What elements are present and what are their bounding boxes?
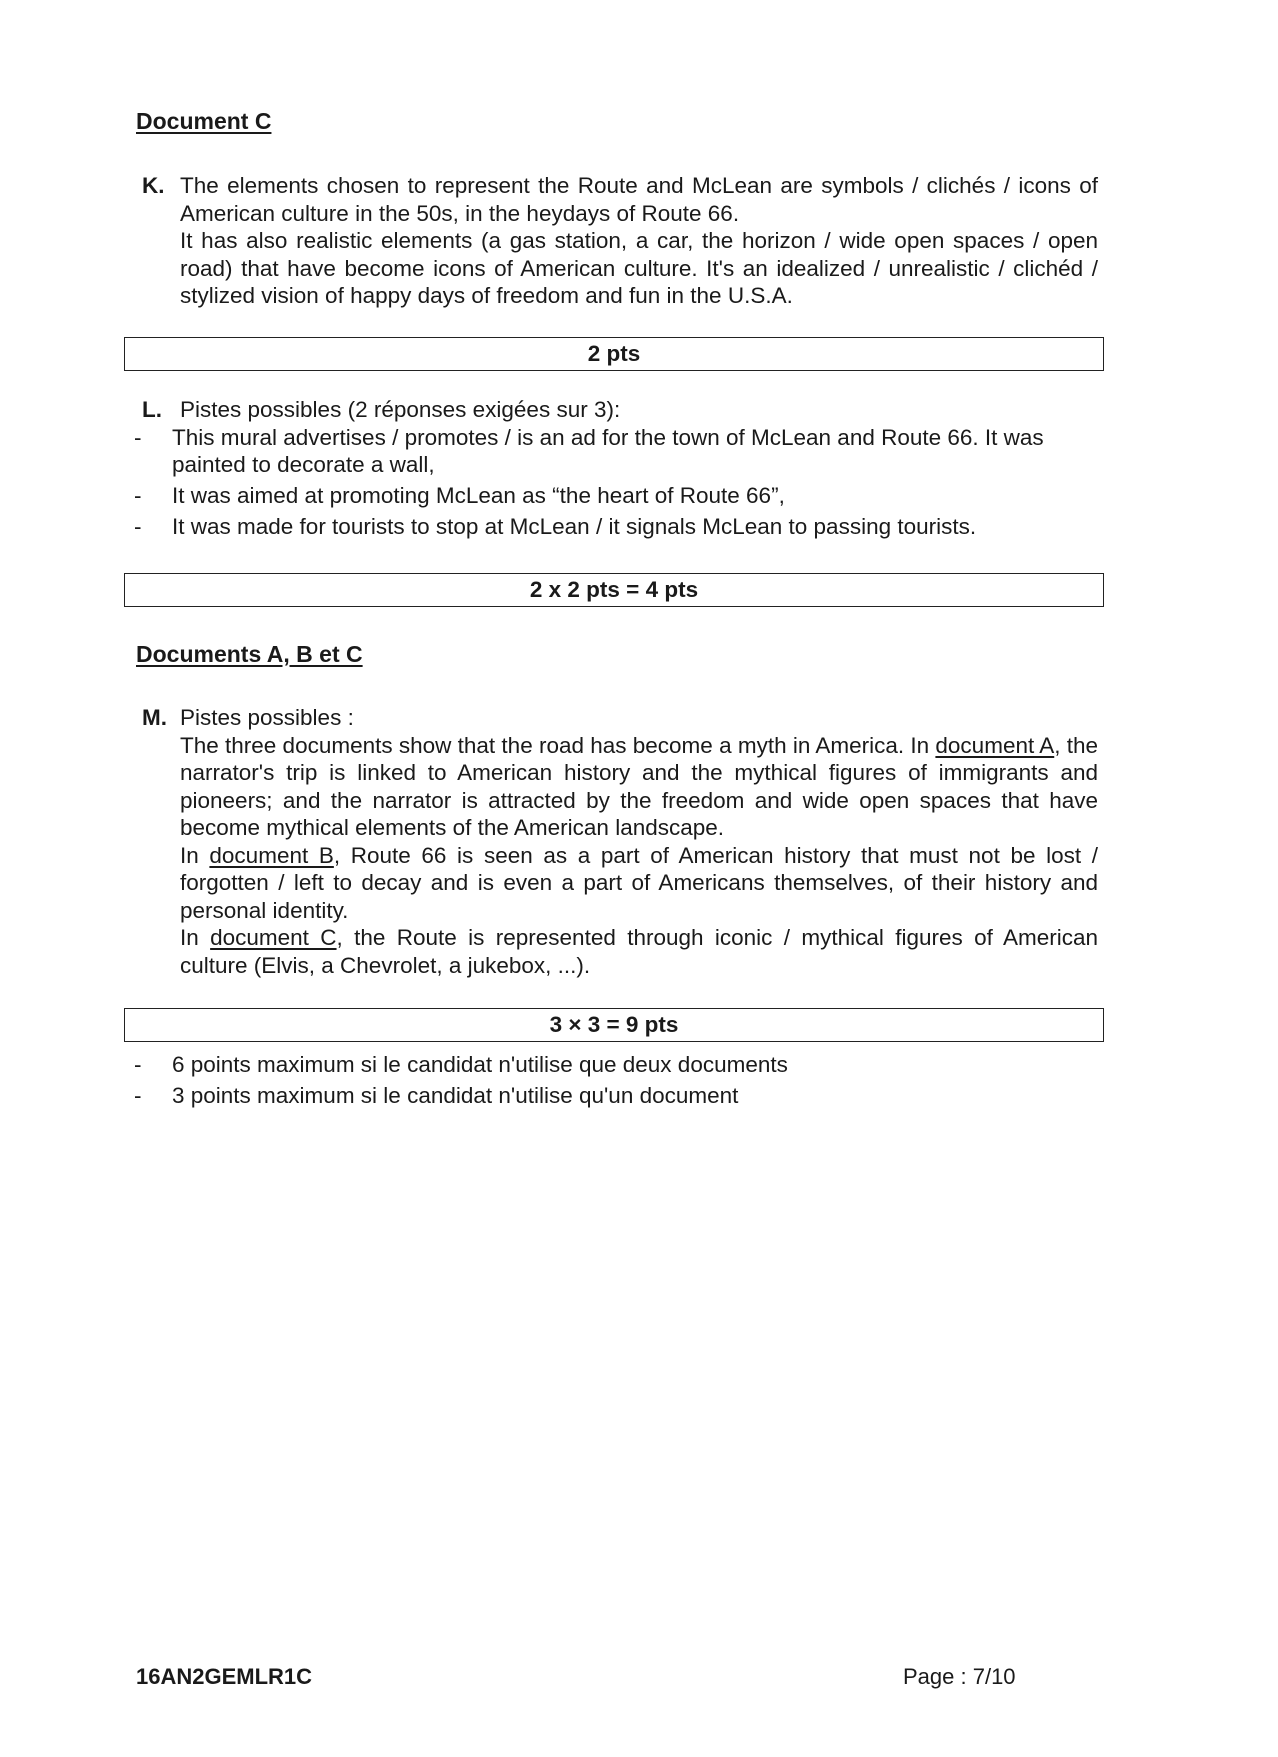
list-item: - This mural advertises / promotes / is an ad for the town of McLean and Route 66. It was painted to decorate a wall, [134,425,1044,477]
list-item: - It was made for tourists to stop at McLean / it signals McLean to passing tourists. [134,514,977,539]
question-m-intro: Pistes possibles : [180,705,354,730]
list-item: - 6 points maximum si le candidat n'utilise que deux documents [134,1052,788,1077]
question-m-notes [134,1051,1104,1113]
list-item: - It was aimed at promoting McLean as “the heart of Route 66”, [134,483,785,508]
question-m-letter: M. [142,705,167,730]
page-number: Page : 7/10 [903,1664,1016,1689]
section-heading-document-c: Document C [136,108,272,134]
score-box-k: 2 pts [124,337,1104,371]
question-k [142,172,1098,310]
question-m [142,704,1098,979]
document-code: 16AN2GEMLR1C [136,1664,313,1689]
question-m-paragraph-3: In document C, the Route is represented through iconic / mythical figures of American culture (Elvis, a Chevrolet, a jukebox, ...). [180,925,1098,978]
question-k-paragraph-1: The elements chosen to represent the Route and McLean are symbols / clichés / icons of American culture in the 50s, in the heydays of Route 66. [180,173,1098,226]
score-box-m: 3 × 3 = 9 pts [124,1008,1104,1042]
question-l [142,396,1098,424]
question-k-letter: K. [142,173,165,198]
section-heading-documents-abc: Documents A, B et C [136,641,363,667]
question-l-intro: Pistes possibles (2 réponses exigées sur 3): [180,397,621,422]
question-m-paragraph-1: The three documents show that the road has become a myth in America. In document A, the narrator's trip is linked to American history and the mythical figures of immigrants and pioneers; and the narrator is attracted by the freedom and wide open spaces that have become mythical elements of the American landscape. [180,732,1099,840]
score-box-l: 2 x 2 pts = 4 pts [124,573,1104,607]
question-l-letter: L. [142,397,162,422]
document-a-reference: document A [935,732,1055,758]
document-b-reference: document B [209,842,334,868]
question-m-paragraph-2: In document B, Route 66 is seen as a part of American history that must not be lost / forgotten / left to decay and is even a part of Americans themselves, of their history and personal identity. [180,842,1098,923]
list-item: - 3 points maximum si le candidat n'utilise qu'un document [134,1083,739,1108]
question-k-paragraph-2: It has also realistic elements (a gas station, a car, the horizon / wide open spaces / open road) that have become icons of American culture. It's an idealized / unrealistic / clichéd / stylized vision of happy days of freedom and fun in the U.S.A. [180,228,1098,308]
document-c-reference: document C [210,925,337,950]
question-l-bullets [134,424,1104,544]
